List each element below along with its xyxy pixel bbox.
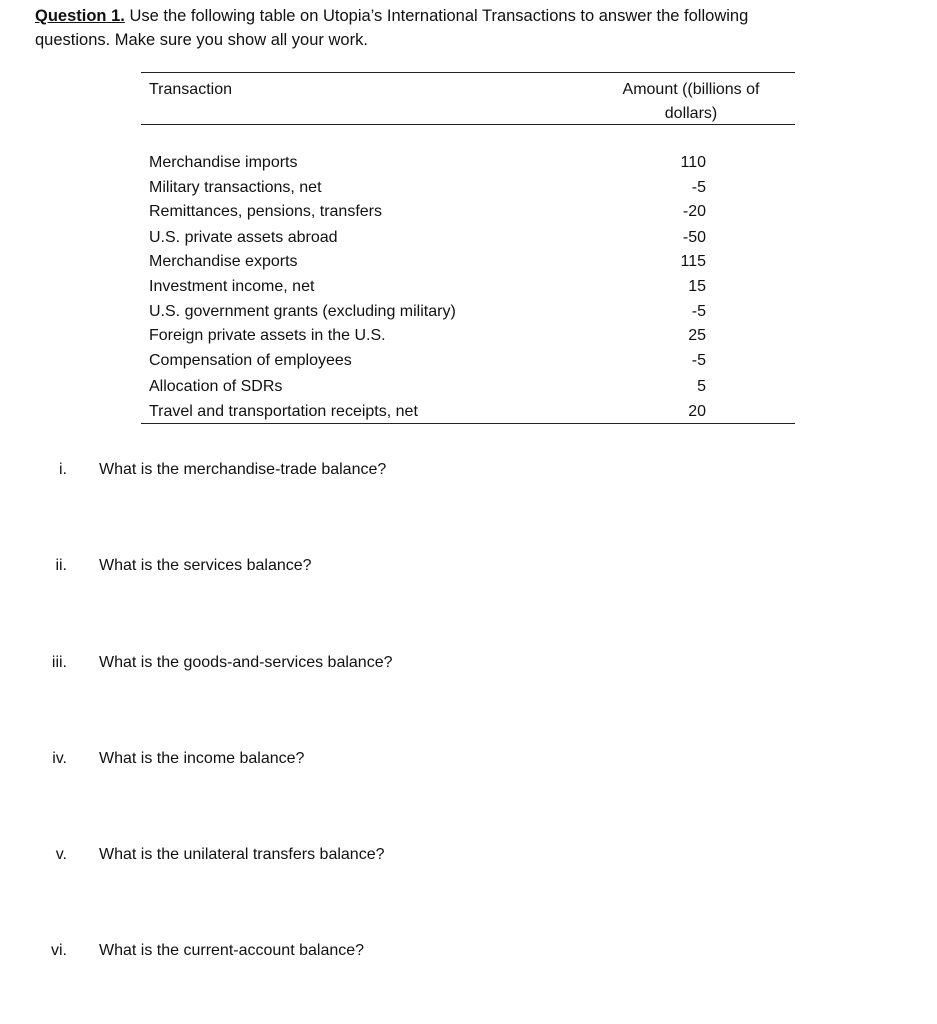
row-label: Remittances, pensions, transfers: [149, 203, 382, 220]
table-row: [141, 348, 795, 373]
table-row: [141, 175, 795, 200]
sub-question-number: vi.: [51, 942, 67, 959]
table-row: [141, 299, 795, 324]
row-amount: 115: [680, 253, 706, 270]
sub-question: [0, 843, 937, 867]
sub-question-number: iv.: [52, 750, 67, 767]
row-label: Travel and transportation receipts, net: [149, 403, 418, 420]
row-amount: 5: [697, 378, 706, 395]
sub-question: [0, 939, 937, 963]
row-amount: 25: [688, 327, 706, 344]
row-amount: -5: [691, 303, 706, 320]
row-label: Military transactions, net: [149, 179, 322, 196]
row-label: U.S. government grants (excluding military): [149, 303, 456, 320]
sub-question-number: i.: [59, 461, 67, 478]
row-amount: 110: [680, 154, 706, 171]
intro-line-1: [35, 4, 915, 28]
table-row: [141, 374, 795, 399]
intro-text-1: Use the following table on Utopia’s International Transactions to answer the following: [124, 7, 749, 25]
header-amount: [596, 78, 786, 126]
header-amount-line-2: dollars): [664, 105, 718, 122]
header-bottom-rule: [141, 124, 795, 125]
row-label: U.S. private assets abroad: [149, 229, 338, 246]
intro-text-2: questions. Make sure you show all your work.: [35, 31, 368, 49]
row-label: Merchandise exports: [149, 253, 298, 270]
table-row: [141, 199, 795, 224]
header-transaction: Transaction: [149, 81, 232, 98]
row-amount: -5: [691, 179, 706, 196]
sub-question-number: iii.: [51, 654, 67, 671]
row-label: Investment income, net: [149, 278, 315, 295]
sub-question-number: ii.: [55, 557, 67, 574]
row-label: Compensation of employees: [149, 352, 352, 369]
question-intro: [35, 4, 915, 52]
question-label: Question 1.: [35, 7, 125, 25]
row-amount: 15: [688, 278, 706, 295]
row-label: Allocation of SDRs: [149, 378, 283, 395]
header-amount-line-1: Amount ((billions of: [622, 81, 760, 98]
sub-question-text: What is the unilateral transfers balance?: [99, 846, 385, 863]
sub-question-text: What is the merchandise-trade balance?: [99, 461, 387, 478]
sub-question: [0, 554, 937, 578]
row-amount: -20: [682, 203, 706, 220]
sub-question-text: What is the current-account balance?: [99, 942, 365, 959]
table-top-rule: [141, 72, 795, 73]
sub-question: [0, 747, 937, 771]
row-label: Foreign private assets in the U.S.: [149, 327, 386, 344]
table-row: [141, 323, 795, 348]
table-row: [141, 249, 795, 274]
sub-question: [0, 458, 937, 482]
sub-question-text: What is the goods-and-services balance?: [99, 654, 393, 671]
row-amount: -5: [691, 352, 706, 369]
table-bottom-rule: [141, 423, 795, 424]
transactions-table: [141, 72, 795, 424]
sub-question-text: What is the services balance?: [99, 557, 312, 574]
table-row: [141, 225, 795, 250]
table-row: [141, 150, 795, 175]
row-amount: 20: [688, 403, 706, 420]
sub-question-text: What is the income balance?: [99, 750, 305, 767]
table-row: [141, 399, 795, 424]
row-amount: -50: [682, 229, 706, 246]
sub-question: [0, 651, 937, 675]
sub-question-number: v.: [55, 846, 67, 863]
table-row: [141, 274, 795, 299]
row-label: Merchandise imports: [149, 154, 298, 171]
